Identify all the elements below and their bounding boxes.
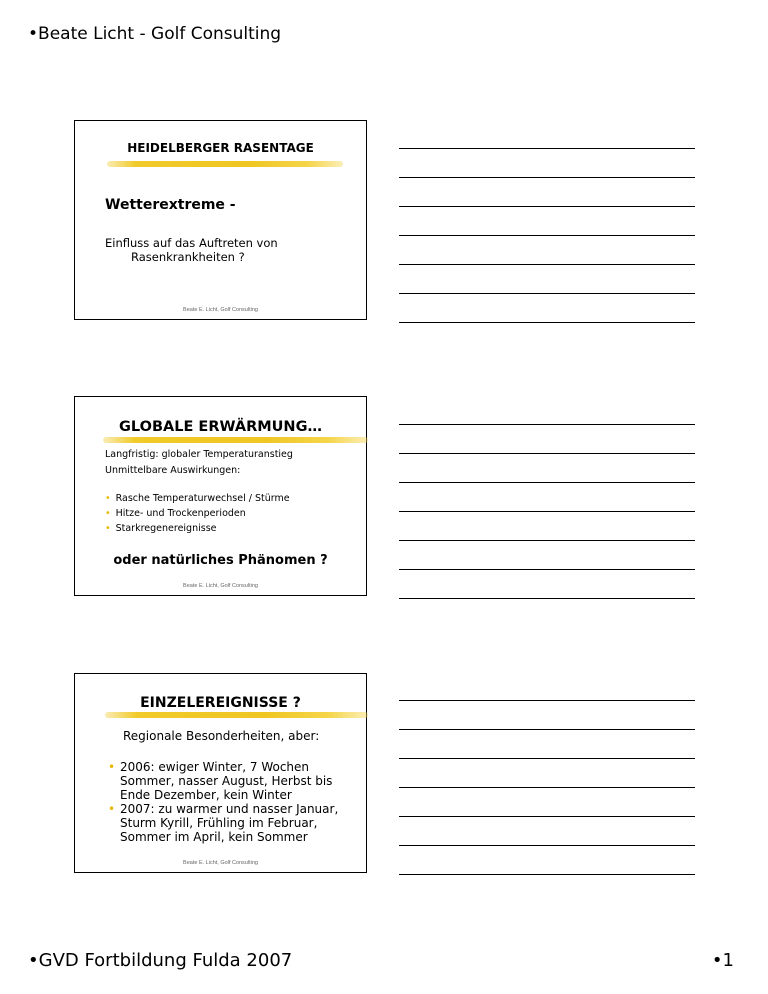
bullet-list (105, 491, 290, 536)
list-item: • Starkregenereignisse (105, 521, 290, 536)
highlight-brush-stroke (105, 712, 368, 718)
slide-intro: Regionale Besonderheiten, aber: (123, 729, 320, 743)
question-line-1: Einfluss auf das Auftreten von (105, 236, 278, 250)
highlight-brush-stroke (103, 437, 368, 443)
bullet-list (108, 760, 353, 844)
slide-title: HEIDELBERGER RASENTAGE (127, 141, 314, 155)
slide-subtitle: Wetterextreme - (105, 197, 236, 213)
slide-title: EINZELEREIGNISSE ? (140, 695, 301, 711)
slide-credit: Beate E. Licht, Golf Consulting (183, 307, 258, 313)
slide-credit: Beate E. Licht, Golf Consulting (183, 583, 258, 589)
page-footer-left: •GVD Fortbildung Fulda 2007 (28, 950, 293, 971)
list-item: • Hitze- und Trockenperioden (105, 506, 290, 521)
notes-lines-3 (399, 700, 695, 903)
intro-line-1: Langfristig: globaler Temperaturanstieg (105, 449, 293, 460)
question-line-2: Rasenkrankheiten ? (131, 250, 245, 264)
slide-2 (74, 396, 367, 596)
slide-credit: Beate E. Licht, Golf Consulting (183, 860, 258, 866)
page-header: •Beate Licht - Golf Consulting (28, 24, 282, 44)
page-number: •1 (711, 950, 734, 971)
list-item: • 2007: zu warmer und nasser Januar, Sturm Kyrill, Frühling im Februar, Sommer im April, kein Sommer (108, 802, 353, 844)
intro-line-2: Unmittelbare Auswirkungen: (105, 465, 241, 476)
slide-3 (74, 673, 367, 873)
list-item: • Rasche Temperaturwechsel / Stürme (105, 491, 290, 506)
list-item: • 2006: ewiger Winter, 7 Wochen Sommer, nasser August, Herbst bis Ende Dezember, kein Winter (108, 760, 353, 802)
slide-1 (74, 120, 367, 320)
highlight-brush-stroke (107, 161, 343, 167)
notes-lines-1 (399, 148, 695, 351)
notes-lines-2 (399, 424, 695, 627)
slide-title: GLOBALE ERWÄRMUNG… (119, 419, 322, 435)
slide-question: oder natürliches Phänomen ? (113, 553, 328, 568)
slide-intro (105, 447, 293, 479)
